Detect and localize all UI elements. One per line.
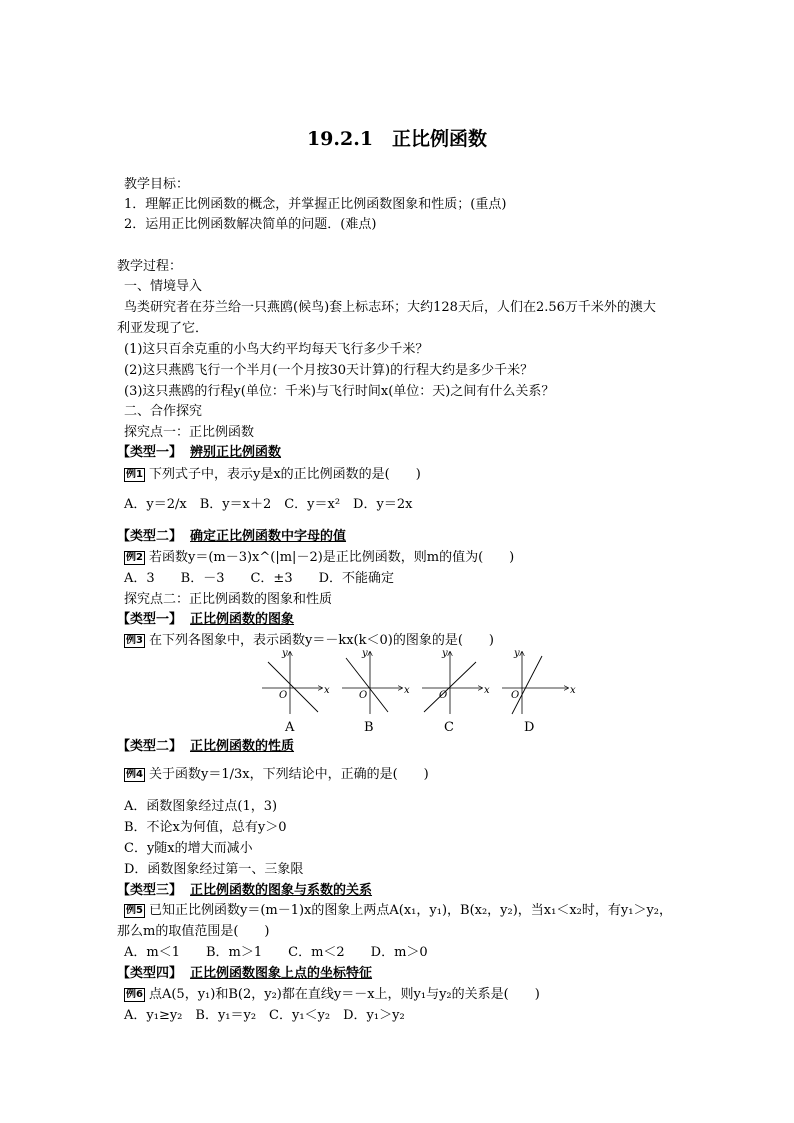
example-text: 若函数y＝(m－3)x^(|m|－2)是正比例函数，则m的值为( ) (148, 550, 515, 565)
type-name: 辨别正比例函数 (190, 445, 282, 460)
graph-d (502, 648, 576, 714)
process-heading: 教学过程： (117, 259, 183, 274)
x-axis-label: x (404, 685, 410, 696)
example-4-option-b: B．不论x为何值，总有y＞0 (124, 820, 287, 835)
type-name: 正比例函数的性质 (190, 739, 295, 754)
type-heading (117, 882, 372, 900)
explore-point-2: 探究点二：正比例函数的图象和性质 (124, 592, 333, 607)
scenario-paragraph-line-1: 鸟类研究者在芬兰给一只燕鸥(候鸟)套上标志环；大约128天后，人们在2.56万千米外的澳大 (124, 300, 656, 315)
example-badge: 例3 (126, 635, 143, 646)
graph-label-d: D (524, 720, 535, 735)
example-2-question (124, 549, 514, 567)
example-4-option-d: D．函数图象经过第一、三象限 (124, 862, 304, 877)
page-title: 19.2.1 正比例函数 (306, 128, 488, 150)
example-5-options: A．m＜1 B．m＞1 C．m＜2 D．m＞0 (124, 945, 428, 960)
explore-point-1: 探究点一：正比例函数 (124, 425, 255, 440)
type-tag: 【类型四】 (117, 966, 183, 981)
example-1-options: A．y＝2/x B．y＝x＋2 C．y＝x² D．y＝2x (124, 497, 413, 512)
graph-label-c: C (444, 720, 454, 735)
origin-label: O (511, 690, 520, 701)
example-badge: 例4 (126, 769, 143, 780)
type-tag: 【类型一】 (117, 612, 183, 627)
type-name: 正比例函数的图象 (190, 612, 295, 627)
example-2-options: A．3 B．－3 C．±3 D．不能确定 (124, 571, 395, 586)
type-heading (117, 528, 346, 546)
type-name: 正比例函数的图象与系数的关系 (190, 883, 373, 898)
example-badge: 例5 (126, 905, 143, 916)
example-text: 点A(5，y₁)和B(2，y₂)都在直线y＝－x上，则y₁与y₂的关系是( ) (148, 987, 540, 1002)
type-heading (117, 611, 294, 629)
example-6-options: A．y₁≥y₂ B．y₁＝y₂ C．y₁＜y₂ D．y₁＞y₂ (124, 1008, 405, 1023)
example-1-question (124, 466, 421, 484)
origin-label: O (359, 690, 368, 701)
option-graphs (258, 648, 578, 718)
y-axis-label: y (362, 648, 368, 659)
question-3: (3)这只燕鸥的行程y(单位：千米)与飞行时间x(单位：天)之间有什么关系？ (124, 384, 555, 399)
example-6-question (124, 986, 540, 1004)
y-axis-label: y (282, 648, 288, 659)
section-1-heading: 一、情境导入 (124, 279, 203, 294)
example-4-option-a: A．函数图象经过点(1，3) (124, 799, 278, 814)
type-name: 确定正比例函数中字母的值 (190, 529, 347, 544)
goal-item-2: 2．运用正比例函数解决简单的问题．(难点) (124, 217, 377, 232)
example-4-option-c: C．y随x的增大而减小 (124, 841, 253, 856)
graph-label-b: B (364, 720, 374, 735)
type-heading (117, 444, 281, 462)
graph-a (262, 648, 330, 714)
type-tag: 【类型三】 (117, 883, 183, 898)
type-heading (117, 965, 372, 983)
goals-heading: 教学目标： (124, 177, 190, 192)
example-text: 关于函数y＝1/3x，下列结论中，正确的是( ) (148, 767, 429, 782)
type-name: 正比例函数图象上点的坐标特征 (190, 966, 373, 981)
example-text: 下列式子中，表示y是x的正比例函数的是( ) (148, 467, 421, 482)
example-badge: 例1 (126, 469, 143, 480)
type-heading (117, 738, 294, 756)
type-tag: 【类型二】 (117, 529, 183, 544)
y-axis-label: y (514, 648, 520, 659)
example-5-question-cont: 那么m的取值范围是( ) (117, 924, 270, 939)
x-axis-label: x (324, 685, 330, 696)
origin-label: O (439, 690, 448, 701)
type-tag: 【类型二】 (117, 739, 183, 754)
graph-b (342, 648, 410, 714)
goal-item-1: 1．理解正比例函数的概念，并掌握正比例函数图象和性质；(重点) (124, 197, 507, 212)
example-badge: 例6 (126, 989, 143, 1000)
question-1: (1)这只百余克重的小鸟大约平均每天飞行多少千米？ (124, 342, 429, 357)
x-axis-label: x (570, 685, 576, 696)
example-text: 在下列各图象中，表示函数y＝－kx(k＜0)的图象的是( ) (148, 633, 494, 648)
example-badge: 例2 (126, 552, 143, 563)
x-axis-label: x (484, 685, 490, 696)
graph-label-a: A (285, 720, 295, 735)
type-tag: 【类型一】 (117, 445, 183, 460)
origin-label: O (279, 690, 288, 701)
example-text: 已知正比例函数y＝(m－1)x的图象上两点A(x₁，y₁)，B(x₂，y₂)，当x₁＜x₂时，有y₁＞y₂， (148, 903, 673, 918)
y-axis-label: y (442, 648, 448, 659)
graph-c (422, 648, 490, 714)
example-4-question (124, 766, 429, 784)
scenario-paragraph-line-2: 利亚发现了它． (117, 321, 209, 336)
section-2-heading: 二、合作探究 (124, 404, 203, 419)
question-2: (2)这只燕鸥飞行一个半月(一个月按30天计算)的行程大约是多少千米？ (124, 363, 534, 378)
example-5-question (124, 902, 672, 920)
